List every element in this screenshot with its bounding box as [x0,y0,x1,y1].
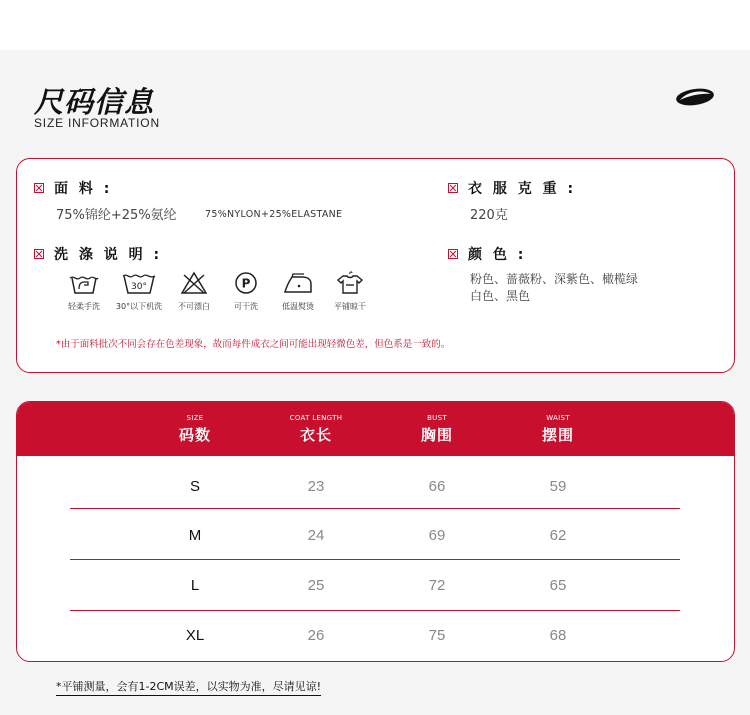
header-size: SIZE 码数 [178,414,211,444]
weight-value: 220克 [470,208,508,223]
cell-bust: 69 [428,527,446,544]
fabric-label: 面 料 : [54,181,113,197]
wash-temp-text: 30° [131,282,147,292]
care-label: 洗 涤 说 明 : [54,247,163,263]
cell-coat-length: 26 [307,627,325,644]
brand-swoosh-logo [674,86,716,108]
care-label-low-iron: 低温熨烫 [282,302,314,311]
care-symbols [58,270,376,312]
fabric-value-cn: 75%锦纶+25%氨纶 [56,208,177,223]
header-waist: WAIST 摆围 [541,414,574,444]
hand-wash-icon [66,270,102,296]
color-list-line-2: 白色、黑色 [470,289,531,303]
row-divider [70,559,680,560]
row-divider [70,508,680,509]
care-label-machine-wash: 30°以下机洗 [115,302,163,311]
cross-mark-icon [34,183,44,193]
cross-mark-icon [448,183,458,193]
care-heading [34,244,162,264]
cell-size: XL [185,627,205,644]
cell-bust: 66 [428,478,446,495]
cell-coat-length: 25 [307,577,325,594]
low-iron-icon [280,270,316,296]
weight-label: 衣 服 克 重 : [468,181,577,197]
color-difference-note: *由于面料批次不同会存在色差现象，故而每件成衣之间可能出现轻微色差，但色系是一致的。 [56,339,451,350]
measurement-footnote: *平铺测量，会有1-2CM误差，以实物为准，尽请见谅! [56,678,321,696]
color-list-line-1: 粉色、蔷薇粉、深紫色、橄榄绿 [470,272,639,286]
machine-wash-30-icon [121,270,157,296]
cell-waist: 62 [549,527,567,544]
care-no-bleach [168,270,220,312]
care-label-no-bleach: 不可漂白 [178,302,210,311]
table-row [17,462,734,512]
cell-size: L [190,577,200,594]
color-heading [448,244,526,264]
dry-clean-p-icon [228,270,264,296]
table-row [17,561,734,611]
table-row [17,511,734,561]
cell-coat-length: 23 [307,478,325,495]
cell-size: M [188,527,202,544]
cell-waist: 59 [549,478,567,495]
size-table-header [17,402,734,456]
header-bust: BUST 胸围 [420,414,453,444]
cell-size: S [189,478,200,495]
cell-bust: 75 [428,627,446,644]
care-machine-wash [110,270,168,312]
cell-waist: 68 [549,627,567,644]
dry-clean-letter: P [241,276,251,291]
size-table [16,401,735,662]
care-hand-wash [58,270,110,312]
cross-mark-icon [34,249,44,259]
cell-bust: 72 [428,577,446,594]
header-coat-length: COAT LENGTH 衣长 [289,414,343,444]
fabric-heading [34,178,112,198]
care-dry-clean [220,270,272,312]
care-label-hand-wash: 轻柔手洗 [68,302,100,311]
no-bleach-icon [176,270,212,296]
care-label-dry-clean: 可干洗 [234,302,258,311]
weight-heading [448,178,576,198]
page-subtitle: SIZE INFORMATION [34,116,160,130]
care-label-flat-dry: 平铺晾干 [334,302,366,311]
table-row [17,611,734,661]
flat-dry-icon [332,270,368,296]
color-label: 颜 色 : [468,247,527,263]
page-title: 尺码信息 [34,85,155,119]
cross-mark-icon [448,249,458,259]
fabric-value-en: 75%NYLON+25%ELASTANE [205,209,343,220]
care-flat-dry [324,270,376,312]
care-low-iron [272,270,324,312]
cell-waist: 65 [549,577,567,594]
cell-coat-length: 24 [307,527,325,544]
